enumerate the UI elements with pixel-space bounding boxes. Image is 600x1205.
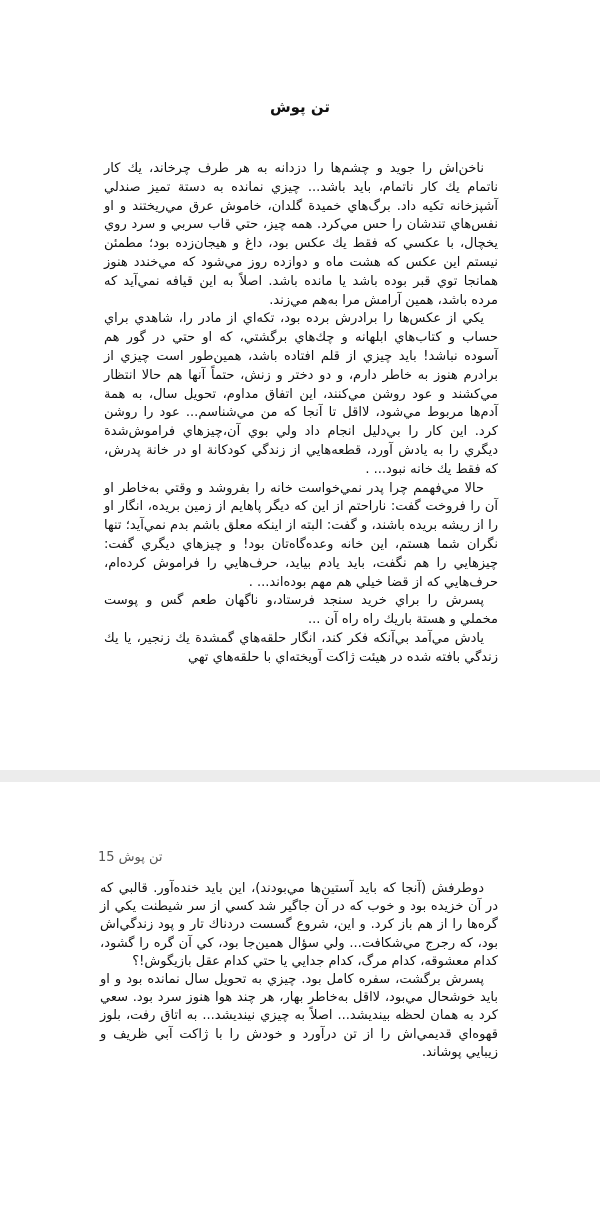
story-title: تن پوش [269, 98, 331, 116]
paragraph: حالا مي‌فهمم چرا پدر نمي‌خواست خانه را بفروشد و وقتي به‌خاطر او آن را فروخت گفت: ناراحتم از اين كه ديگر پاهايم از زمين بريده، انگار او را از ريشه بريده باشند، و گفت: البته از اينكه معلق باشم بدم نمي‌آيد؛ تنها نگران شما هستم، اين خانه وعده‌گاه‌تان بود! و چيزهاي ديگري گفت: چيزهايي را هم نگفت، بايد يادم بيايد، حرف‌هايي را فراموش كرده‌ام، حرف‌هايي كه از قضا خيلي هم مهم بوده‌اند... . [104, 480, 498, 590]
paragraph: پسرش را براي خريد سنجد فرستاد،و ناگهان طعم گس و پوست مخملي و هستة باريك راه راه آن ... [104, 593, 498, 628]
paragraph: دوطرفش (آنجا كه بايد آستين‌ها مي‌بودند)، اين بايد خنده‌آور. قالبي كه در آن خزيده بود و خوب كه در آن جاگير شد كسي از سر شيطنت يكي از گره‌ها را از هم باز كرد. و اين، شروع گسست دردناك تار و پود زندگي‌اش بود، كه رجرج مي‌شكافت... ولي سؤال همين‌جا بود، كي آن گره را گشود، كدام معشوقه، كدام مرگ، كدام جدايي يا حتي كدام عقل بازيگوش!؟ [100, 881, 498, 969]
page-separator [0, 770, 600, 782]
paragraph: پسرش برگشت، سفره كامل بود. چيزي به تحويل سال نمانده بود و او بايد خوشحال مي‌بود، لااقل به‌خاطر بهار، هر چند هوا هنوز سرد بود. سعي كرد به همان لحظه بينديشد... اصلاً به چيزي نينديشد... به اتاق رفت، بلوز قهوه‌اي قديمي‌اش را از تن درآورد و خودش را با ژاكت آبي ظريف و زيبايي پوشاند. [100, 972, 498, 1060]
page-one-body [104, 160, 498, 668]
paragraph: ناخن‌اش را جويد و چشم‌ها را دزدانه به هر طرف چرخاند، يك كار ناتمام يك كار ناتمام، بايد باشد... چيزي نمانده به دستة تميز صندلي آشپزخانه تكيه داد. برگ‌هاي خميدة گلدان، خاموش عرق مي‌ريختند و او نفس‌هاي تندشان را حس مي‌كرد. همه چيز، حتي قاب سربي و سرد روي يخچال، با عكسي كه فقط يك عكس بود، داغ و هيجان‌زده بود؛ مطمئن نيستم اين عكس كه هشت ماه و دوازده روز مي‌شود كه مي‌خندد هنوز همانجا توي قبر بوده باشد يا مانده باشد. اصلاً به اين قيافه نمي‌آيد كه مرده باشد، همين آرامش مرا به‌هم مي‌زند. [104, 161, 498, 308]
paragraph: يكي از عكس‌ها را برادرش برده بود، تكه‌اي از مادر را، شاهدي براي حساب و كتاب‌هاي ابلهانه و چك‌هاي برگشتي، كه او حتي در گور هم آسوده نباشد! بايد چيزي از قلم افتاده باشد، همين‌طور است چيزي از برادرم هنوز به خاطر دارم، و دو دختر و زنش، حتماً آنها هم حالا انتظار مي‌كشند و عود روشن مي‌كنند، اين اتفاق مداوم، تحويل سال، به همة آدم‌ها مربوط مي‌شود، لااقل تا آنجا كه من مي‌شناسم... عود را روشن كرد. اين كار را بي‌دليل انجام داد ولي بوي آن،چيزهاي فراموش‌شدة ديگري را به يادش آورد، قطعه‌هايي از زندگي كودكانة او در خانة پدرش، كه فقط يك خانه نبود... . [104, 311, 498, 477]
page-two-body [100, 880, 498, 1062]
paragraph: يادش مي‌آمد بي‌آنكه فكر كند، انگار حلقه‌هاي گمشدة يك زنجير، يا يك زندگي بافته شده در هيئت ژاكت آويخته‌اي با حلقه‌هاي تهي [104, 630, 498, 665]
running-header: تن پوش 15 [98, 850, 163, 865]
